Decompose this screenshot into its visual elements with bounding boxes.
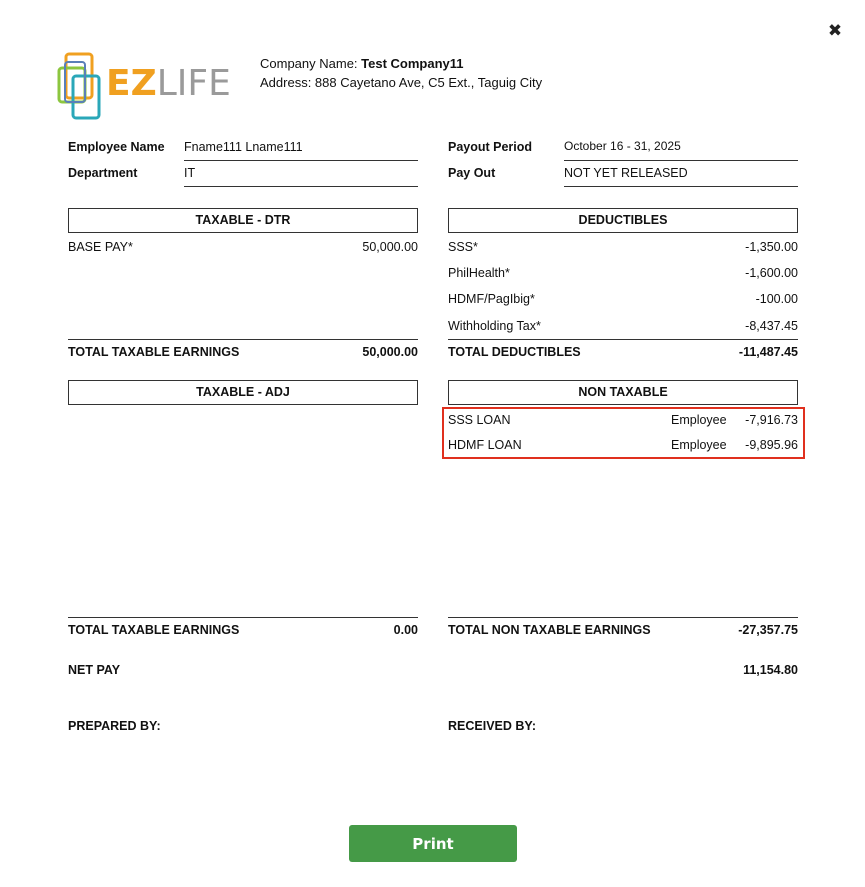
item-amount: -100.00 [755,292,798,306]
table-row [448,238,798,256]
prepared-by-label: PREPARED BY: [68,719,161,733]
company-info [260,54,542,92]
non-taxable-total [448,617,798,639]
company-address: 888 Cayetano Ave, C5 Ext., Taguig City [314,75,543,90]
item-amount: -7,916.73 [745,413,798,427]
total-label: TOTAL TAXABLE EARNINGS [68,345,240,359]
item-amount: -9,895.96 [745,438,798,452]
department-value: IT [184,166,418,187]
net-pay-label: NET PAY [68,663,121,677]
item-label: HDMF LOAN [448,438,522,452]
deductibles-total [448,339,798,361]
item-label: PhilHealth* [448,266,510,280]
total-amount: -27,357.75 [738,623,798,637]
payout-period-label: Payout Period [448,140,533,154]
item-label: SSS* [448,240,478,254]
taxable-dtr-header: TAXABLE - DTR [68,208,418,233]
company-name: Test Company11 [361,56,464,71]
item-label: HDMF/PagIbig* [448,292,535,306]
item-amount: -8,437.45 [745,319,798,333]
total-label: TOTAL TAXABLE EARNINGS [68,623,240,637]
print-button[interactable]: Print [349,825,517,862]
table-row [448,290,798,308]
total-amount: 50,000.00 [362,345,418,359]
item-type: Employee [671,413,727,427]
close-icon[interactable]: ✖ [827,21,843,40]
ezlife-logo [56,50,231,122]
pay-out-label: Pay Out [448,166,496,180]
total-amount: 0.00 [393,623,418,637]
company-name-label: Company Name: [260,56,362,71]
net-pay-amount: 11,154.80 [743,663,798,677]
table-row [448,317,798,335]
department-label: Department [68,166,138,180]
pay-out-value: NOT YET RELEASED [564,166,798,187]
received-by-label: RECEIVED BY: [448,719,536,733]
table-row [448,411,798,429]
total-label: TOTAL NON TAXABLE EARNINGS [448,623,651,637]
logo-text-ez: EZ [106,63,157,104]
table-row [68,238,418,256]
employee-name-label: Employee Name [68,140,165,154]
logo-text-life: LIFE [156,63,231,104]
taxable-adj-header: TAXABLE - ADJ [68,380,418,405]
item-label: BASE PAY* [68,240,133,254]
deductibles-header: DEDUCTIBLES [448,208,798,233]
taxable-dtr-total [68,339,418,361]
non-taxable-header: NON TAXABLE [448,380,798,405]
item-label: Withholding Tax* [448,319,541,333]
item-label: SSS LOAN [448,413,511,427]
item-type: Employee [671,438,727,452]
table-row [448,436,798,454]
company-address-label: Address: [260,75,315,90]
employee-name: Fname111 Lname111 [184,140,418,161]
total-label: TOTAL DEDUCTIBLES [448,345,581,359]
table-row [448,264,798,282]
item-amount: -1,600.00 [745,266,798,280]
item-amount: -1,350.00 [745,240,798,254]
taxable-adj-total [68,617,418,639]
payout-period: October 16 - 31, 2025 [564,139,798,161]
item-amount: 50,000.00 [362,240,418,254]
total-amount: -11,487.45 [738,345,798,359]
